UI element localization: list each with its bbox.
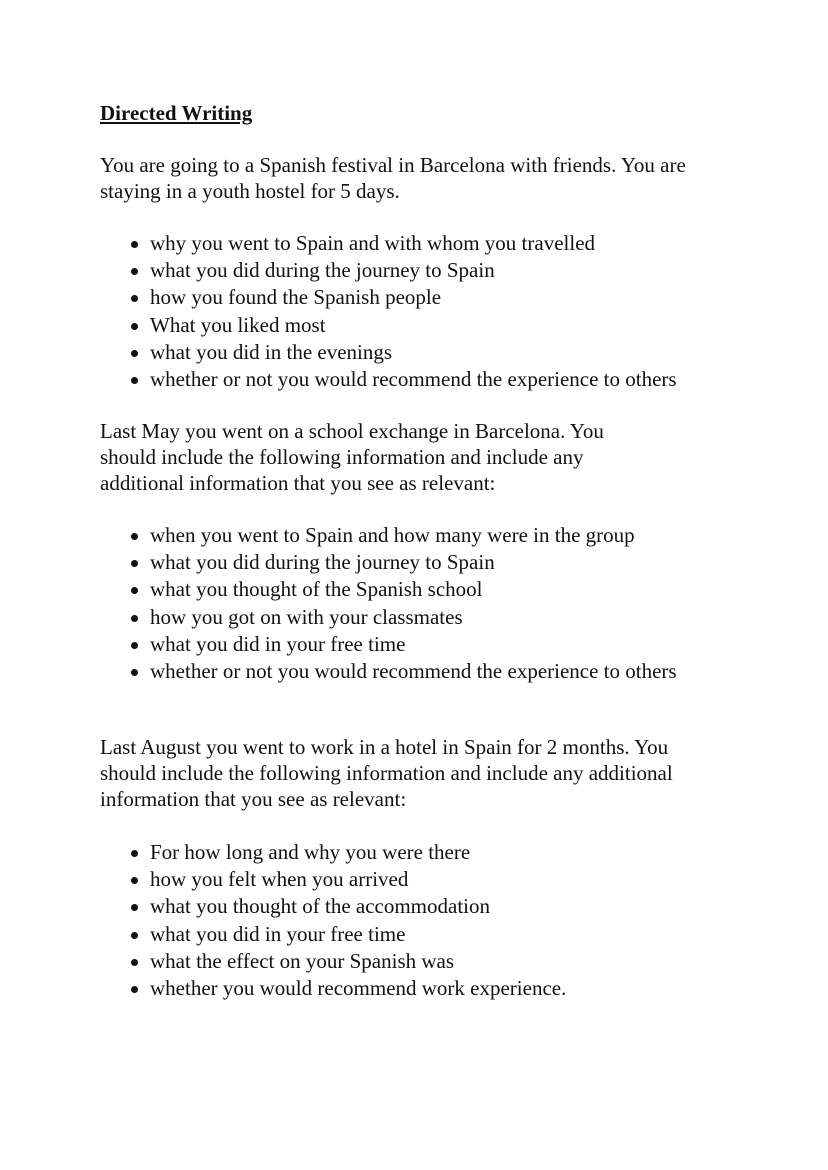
bullet-icon	[131, 959, 138, 966]
bullet-icon	[131, 932, 138, 939]
bullet-icon	[131, 350, 138, 357]
section-2-intro: Last May you went on a school exchange in Barcelona. You should include the following information and include any additional information that you see as relevant:	[100, 419, 604, 495]
bullet-item: how you got on with your classmates	[100, 604, 780, 631]
bullet-item: whether you would recommend work experience.	[100, 975, 780, 1002]
bullet-icon	[131, 615, 138, 622]
bullet-item: what you did in the evenings	[100, 339, 780, 366]
bullet-item: what you did in your free time	[100, 921, 780, 948]
bullet-icon	[131, 587, 138, 594]
section-2-bullets	[100, 522, 780, 685]
bullet-item: For how long and why you were there	[100, 839, 780, 866]
bullet-item: what you did in your free time	[100, 631, 780, 658]
bullet-item: what the effect on your Spanish was	[100, 948, 780, 975]
document-title: Directed Writing	[100, 101, 253, 125]
section-3-intro: Last August you went to work in a hotel in Spain for 2 months. You should include the following information and include any additional information that you see as relevant:	[100, 735, 673, 811]
bullet-icon	[131, 642, 138, 649]
bullet-icon	[131, 904, 138, 911]
section-3-bullets	[100, 839, 780, 1002]
section-1-bullets	[100, 230, 780, 393]
bullet-item: what you thought of the Spanish school	[100, 576, 780, 603]
section-1-intro: You are going to a Spanish festival in Barcelona with friends. You are staying in a youth hostel for 5 days.	[100, 153, 686, 203]
bullet-icon	[131, 533, 138, 540]
bullet-icon	[131, 377, 138, 384]
bullet-item: how you felt when you arrived	[100, 866, 780, 893]
bullet-item: whether or not you would recommend the experience to others	[100, 366, 780, 393]
bullet-icon	[131, 241, 138, 248]
bullet-item: when you went to Spain and how many were in the group	[100, 522, 780, 549]
bullet-icon	[131, 268, 138, 275]
bullet-item: whether or not you would recommend the experience to others	[100, 658, 780, 685]
bullet-icon	[131, 323, 138, 330]
bullet-icon	[131, 560, 138, 567]
bullet-item: what you did during the journey to Spain	[100, 549, 780, 576]
bullet-item: what you thought of the accommodation	[100, 893, 780, 920]
bullet-icon	[131, 295, 138, 302]
bullet-icon	[131, 986, 138, 993]
bullet-icon	[131, 877, 138, 884]
bullet-icon	[131, 850, 138, 857]
bullet-item: why you went to Spain and with whom you travelled	[100, 230, 780, 257]
bullet-icon	[131, 669, 138, 676]
bullet-item: What you liked most	[100, 312, 780, 339]
bullet-item: how you found the Spanish people	[100, 284, 780, 311]
bullet-item: what you did during the journey to Spain	[100, 257, 780, 284]
